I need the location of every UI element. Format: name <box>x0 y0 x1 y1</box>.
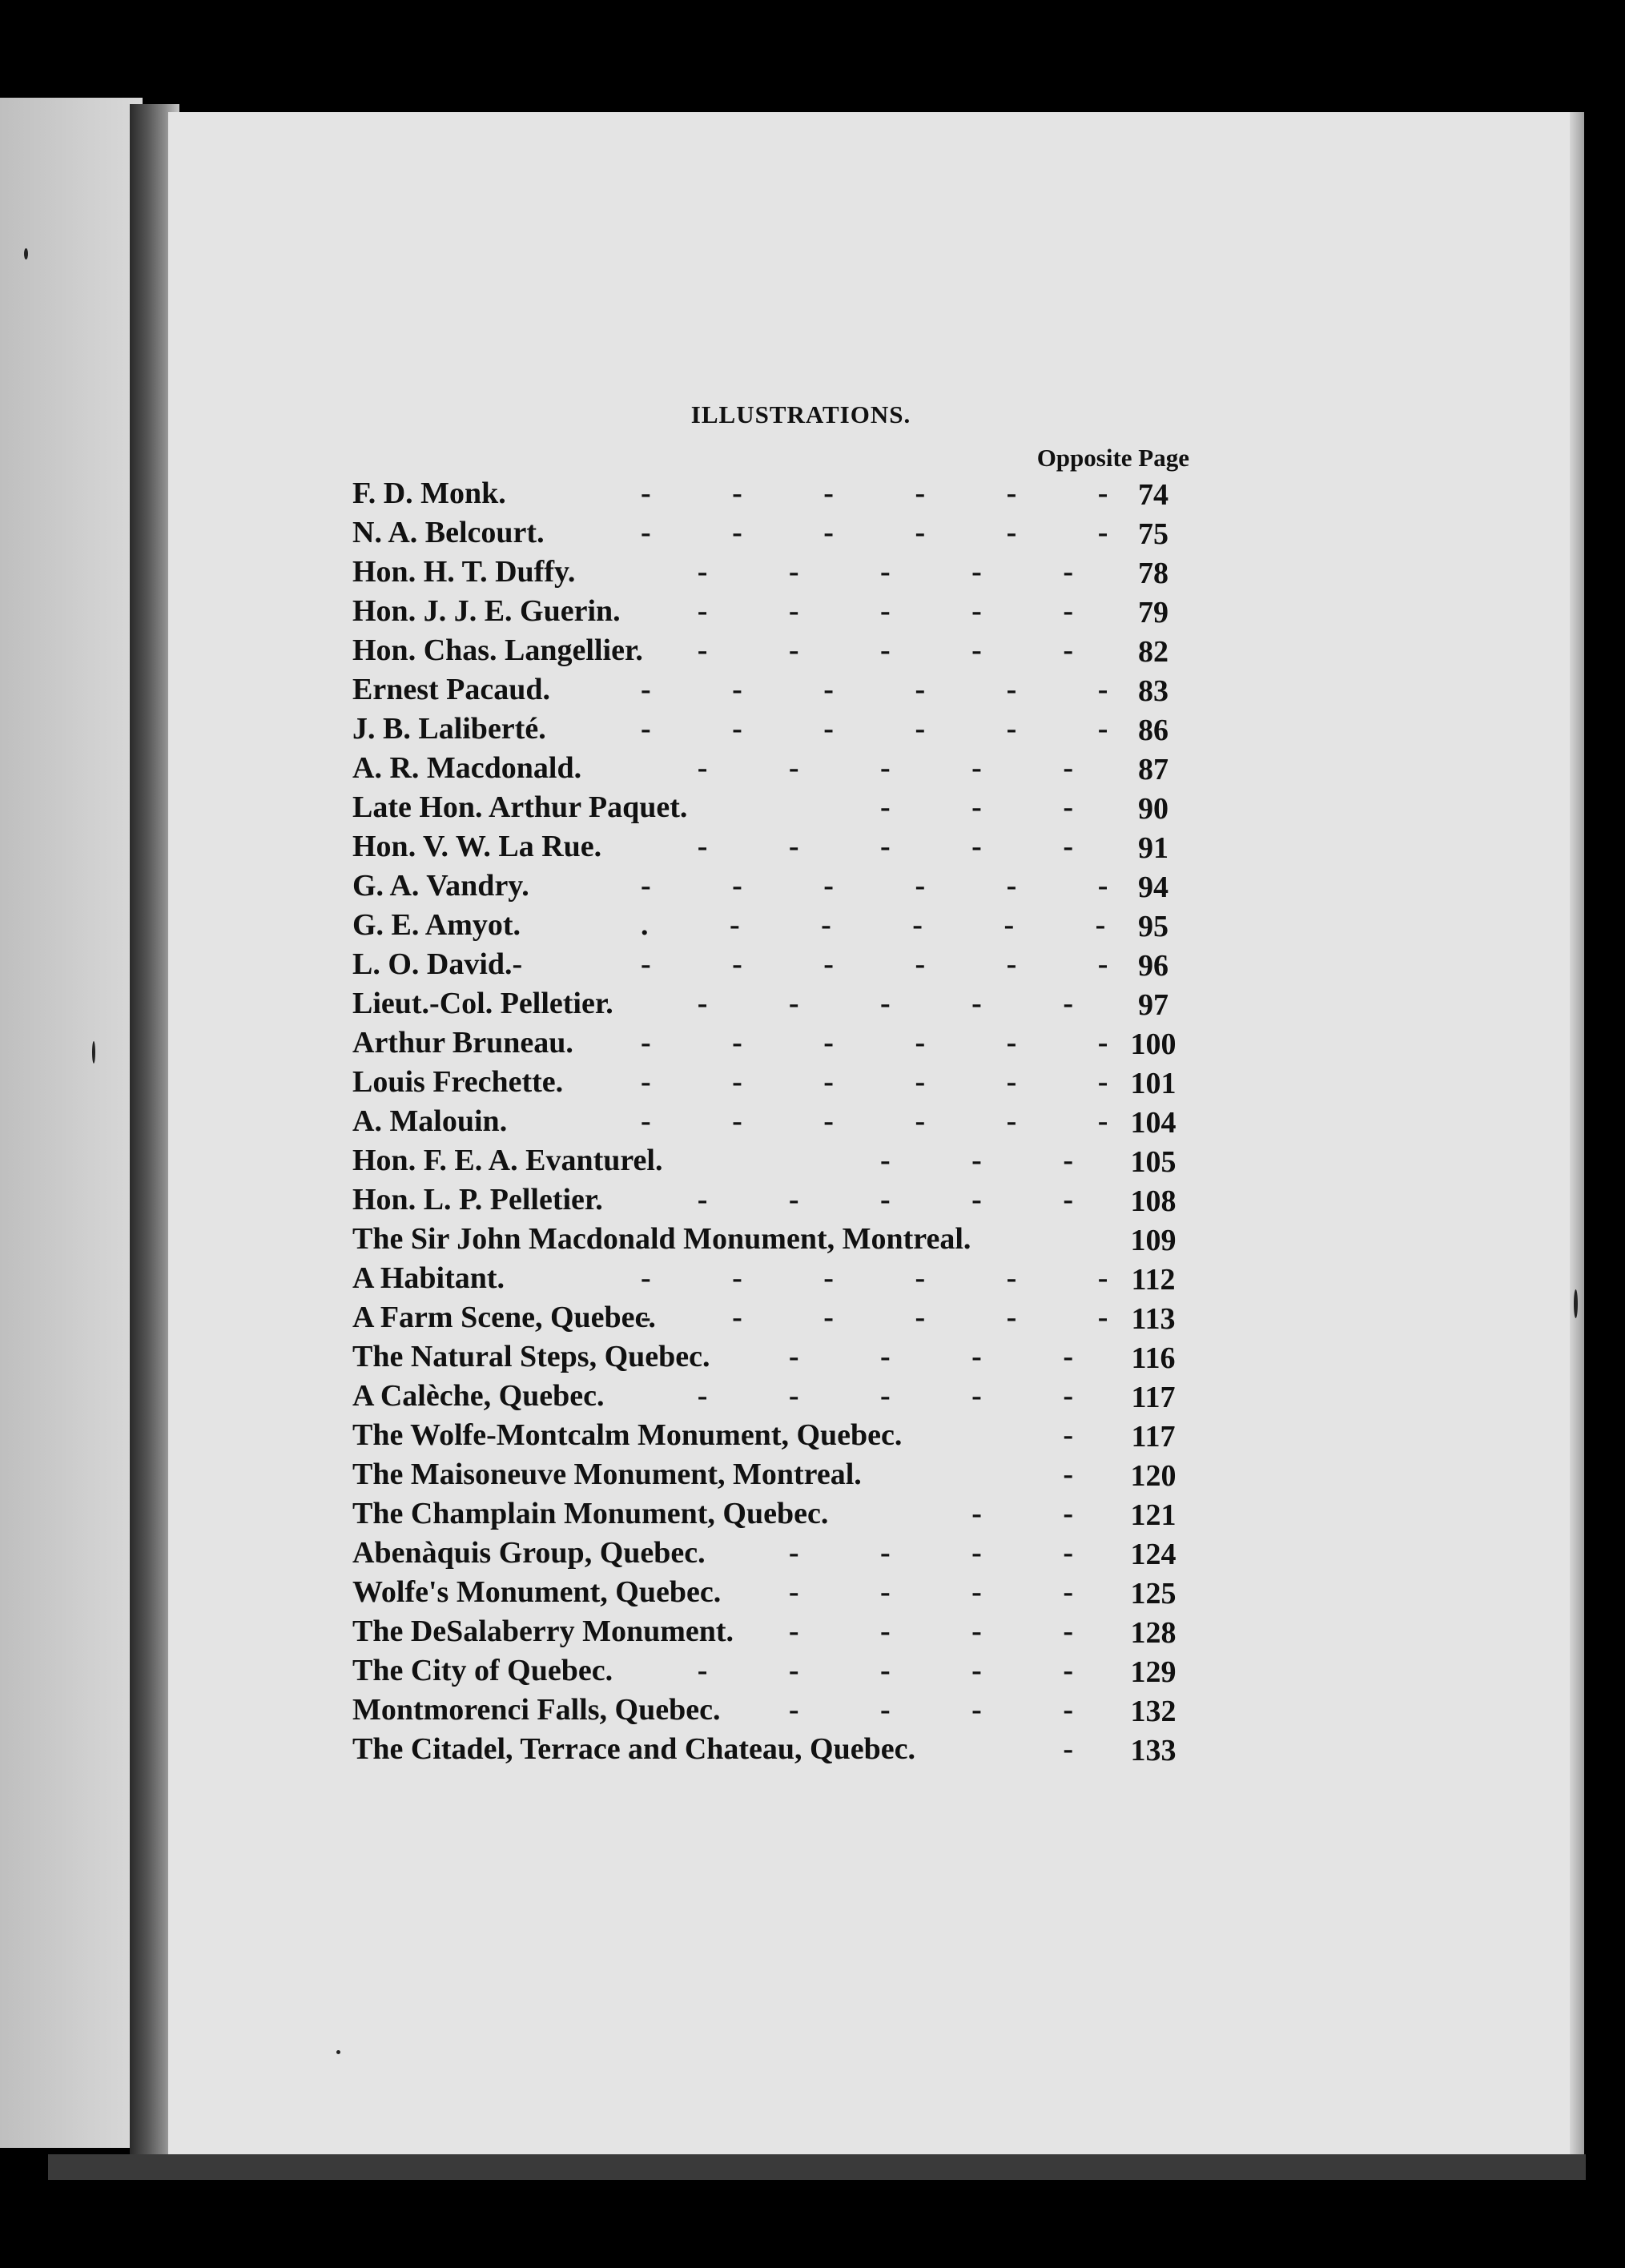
entry-page-number: 96 <box>1138 949 1168 983</box>
dot-leaders: - - - - - - <box>641 1104 1108 1138</box>
entry-title: The City of Quebec. <box>352 1654 613 1687</box>
entry-title: L. O. David.- <box>352 947 523 981</box>
dot-leaders: - - - - - - <box>641 1026 1108 1060</box>
dot-leaders: - - - - - - <box>641 712 1108 746</box>
entry-page-number: 112 <box>1131 1263 1176 1297</box>
list-item <box>352 1573 1201 1612</box>
entry-title: Arthur Bruneau. <box>352 1026 573 1060</box>
dot-leaders: - - - - - <box>697 1379 1073 1413</box>
list-item <box>352 710 1201 749</box>
entry-page-number: 121 <box>1130 1498 1177 1532</box>
dot-leaders: - - - - <box>788 1340 1073 1373</box>
entry-title: Louis Frechette. <box>352 1065 564 1099</box>
ink-speck <box>336 2050 340 2054</box>
ink-speck <box>92 1041 95 1064</box>
list-item <box>352 1023 1201 1063</box>
dot-leaders: - - - - - - <box>641 1065 1108 1099</box>
list-item <box>352 631 1201 670</box>
list-item <box>352 1220 1201 1259</box>
dot-leaders: - - - - - - <box>641 516 1108 549</box>
dot-leaders: - - - - - <box>697 751 1073 785</box>
entry-title: Hon. Chas. Langellier. <box>352 633 643 667</box>
entry-title: A Calèche, Quebec. <box>352 1379 605 1413</box>
entry-title: The DeSalaberry Monument. <box>352 1615 734 1648</box>
entry-page-number: 97 <box>1138 988 1168 1022</box>
illustrations-list <box>352 400 1201 1769</box>
column-label-opposite-page: Opposite Page <box>1036 444 1189 472</box>
list-item <box>352 1259 1201 1298</box>
entry-page-number: 128 <box>1130 1616 1177 1650</box>
dot-leaders: - - - - - <box>697 1654 1073 1687</box>
entry-title: Hon. J. J. E. Guerin. <box>352 594 621 628</box>
entry-page-number: 101 <box>1130 1067 1177 1100</box>
list-item <box>352 513 1201 553</box>
entry-page-number: 78 <box>1138 557 1168 590</box>
list-item <box>352 1298 1201 1337</box>
dot-leaders: - - - - - <box>697 594 1073 628</box>
entry-title: G. E. Amyot. <box>352 908 521 942</box>
list-item <box>352 1651 1201 1691</box>
dot-leaders: - - - - - <box>697 1183 1073 1216</box>
dot-leaders: - - - - - - <box>641 673 1108 706</box>
facing-page-edge <box>0 98 143 2148</box>
entry-page-number: 100 <box>1130 1027 1177 1061</box>
dot-leaders: - - - - - <box>697 830 1073 863</box>
entry-title: The Citadel, Terrace and Chateau, Quebec. <box>352 1732 915 1766</box>
list-item <box>352 984 1201 1023</box>
entry-page-number: 108 <box>1130 1184 1177 1218</box>
entry-page-number: 95 <box>1138 910 1168 943</box>
list-item <box>352 1141 1201 1180</box>
list-item <box>352 592 1201 631</box>
dot-leaders: - - - <box>880 1144 1073 1177</box>
dot-leaders: - - - - <box>788 1536 1073 1570</box>
entry-title: The Wolfe-Montcalm Monument, Quebec. <box>352 1418 903 1452</box>
entry-title: The Sir John Macdonald Monument, Montreal. <box>352 1222 971 1256</box>
entry-title: A. R. Macdonald. <box>352 751 582 785</box>
dot-leaders: - - - - - - <box>641 1261 1108 1295</box>
entry-page-number: 125 <box>1130 1577 1177 1611</box>
list-item <box>352 1691 1201 1730</box>
list-item <box>352 1102 1201 1141</box>
list-item <box>352 670 1201 710</box>
entry-page-number: 94 <box>1138 871 1168 904</box>
entry-page-number: 75 <box>1138 517 1168 551</box>
entry-page-number: 104 <box>1130 1106 1177 1140</box>
ink-speck <box>1574 1289 1578 1318</box>
page-title: ILLUSTRATIONS. <box>690 400 911 428</box>
page-bottom-edge <box>48 2154 1586 2180</box>
entry-page-number: 117 <box>1131 1381 1176 1414</box>
dot-leaders: - - - - - - <box>641 869 1108 903</box>
dot-leaders: - - - - - <box>697 987 1073 1020</box>
entry-title: A Habitant. <box>352 1261 505 1295</box>
list-item <box>352 1534 1201 1573</box>
entry-page-number: 116 <box>1131 1341 1176 1375</box>
entry-title: F. D. Monk. <box>352 477 506 510</box>
entry-page-number: 133 <box>1130 1734 1177 1767</box>
entry-title: Hon. F. E. A. Evanturel. <box>352 1144 663 1177</box>
entry-page-number: 83 <box>1138 674 1168 708</box>
entry-page-number: 129 <box>1130 1655 1177 1689</box>
entry-title: The Champlain Monument, Quebec. <box>352 1497 829 1530</box>
entry-page-number: 87 <box>1138 753 1168 786</box>
list-item <box>352 1455 1201 1494</box>
entry-title: Hon. H. T. Duffy. <box>352 555 576 589</box>
dot-leaders: - - - - <box>788 1615 1073 1648</box>
entry-title: N. A. Belcourt. <box>352 516 545 549</box>
entry-page-number: 113 <box>1131 1302 1176 1336</box>
ink-speck <box>24 248 28 259</box>
entry-title: G. A. Vandry. <box>352 869 529 903</box>
entry-title: Lieut.-Col. Pelletier. <box>352 987 613 1020</box>
entry-title: The Natural Steps, Quebec. <box>352 1340 710 1373</box>
entry-title: Hon. V. W. La Rue. <box>352 830 602 863</box>
entry-title: J. B. Laliberté. <box>352 712 546 746</box>
dot-leaders: - <box>1063 1418 1073 1452</box>
dot-leaders: - - - - - - <box>641 1301 1108 1334</box>
entry-title: Abenàquis Group, Quebec. <box>352 1536 706 1570</box>
list-item <box>352 1612 1201 1651</box>
entry-page-number: 79 <box>1138 596 1168 629</box>
dot-leaders: - - - - - - <box>641 477 1108 510</box>
list-item <box>352 1063 1201 1102</box>
dot-leaders: - <box>1063 1732 1073 1766</box>
entry-title: A. Malouin. <box>352 1104 508 1138</box>
entry-rows <box>352 474 1201 1769</box>
list-item <box>352 749 1201 788</box>
page-right-edge <box>1570 112 1584 2154</box>
dot-leaders: - - - - <box>788 1575 1073 1609</box>
dot-leaders: - - - - <box>788 1693 1073 1727</box>
dot-leaders: . - - - - - <box>641 908 1106 942</box>
list-item <box>352 1416 1201 1455</box>
list-item <box>352 906 1201 945</box>
list-item <box>352 788 1201 827</box>
dot-leaders: - <box>1063 1458 1073 1491</box>
entry-page-number: 132 <box>1130 1695 1177 1728</box>
entry-page-number: 120 <box>1130 1459 1177 1493</box>
entry-title: Late Hon. Arthur Paquet. <box>352 790 688 824</box>
list-item <box>352 474 1201 513</box>
list-item <box>352 1494 1201 1534</box>
entry-title: Hon. L. P. Pelletier. <box>352 1183 603 1216</box>
entry-page-number: 105 <box>1130 1145 1177 1179</box>
entry-title: The Maisoneuve Monument, Montreal. <box>352 1458 862 1491</box>
list-item <box>352 867 1201 906</box>
entry-title: Wolfe's Monument, Quebec. <box>352 1575 722 1609</box>
dot-leaders: - - - - - <box>697 555 1073 589</box>
list-item <box>352 1337 1201 1377</box>
list-item <box>352 553 1201 592</box>
entry-page-number: 90 <box>1138 792 1168 826</box>
dot-leaders: - - - <box>880 790 1073 824</box>
entry-page-number: 109 <box>1130 1224 1177 1257</box>
entry-page-number: 117 <box>1131 1420 1176 1454</box>
entry-page-number: 124 <box>1130 1538 1177 1571</box>
entry-page-number: 82 <box>1138 635 1168 669</box>
list-item <box>352 1377 1201 1416</box>
dot-leaders: - - <box>971 1497 1073 1530</box>
entry-page-number: 91 <box>1138 831 1168 865</box>
list-item <box>352 1730 1201 1769</box>
entry-title: A Farm Scene, Quebec. <box>352 1301 656 1334</box>
entry-page-number: 86 <box>1138 714 1168 747</box>
dot-leaders: - - - - - <box>697 633 1073 667</box>
list-item <box>352 827 1201 867</box>
list-item <box>352 1180 1201 1220</box>
entry-title: Montmorenci Falls, Quebec. <box>352 1693 721 1727</box>
list-item <box>352 945 1201 984</box>
entry-page-number: 74 <box>1138 478 1168 512</box>
dot-leaders: - - - - - - <box>641 947 1108 981</box>
entry-title: Ernest Pacaud. <box>352 673 550 706</box>
